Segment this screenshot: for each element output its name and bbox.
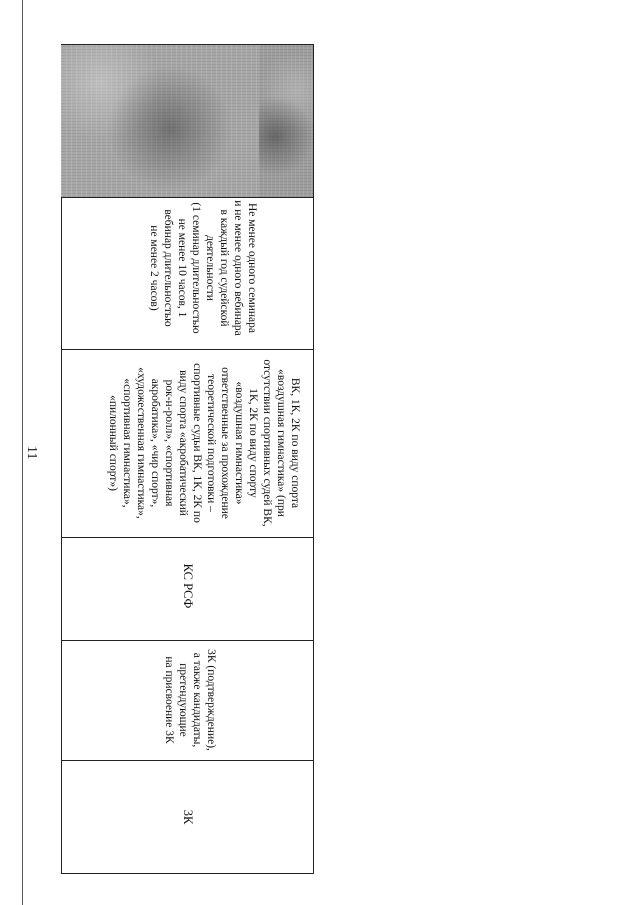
organizers-line: «художественная гимнастика», [135, 367, 147, 519]
page-left-edge [22, 0, 23, 905]
organizers-line: «пилонный спорт») [107, 395, 119, 491]
requirement-line: деятельности [204, 235, 216, 301]
scan-noise-region [61, 45, 259, 197]
category-label: 3К [181, 809, 195, 825]
applicants-line: а также кандидаты, [191, 652, 203, 748]
organizers-line: отсутствии спортивных судей ВК, [261, 359, 273, 527]
organizers-line: «воздушная гимнастика» (при [275, 369, 287, 517]
applicants-line: на присвоение 3К [163, 656, 175, 744]
organizers-line: рок-н-ролл», «спортивная [163, 379, 175, 507]
cell-requirement [147, 188, 259, 348]
organizers-line: «спортивная гимнастика», [121, 378, 133, 508]
organizers-line: спортивные судьи ВК, 1К, 2К по [191, 363, 203, 523]
requirement-line: не менее 2 часов) [148, 225, 160, 311]
scan-noise-region-edge [259, 45, 313, 197]
cell-applicants [162, 640, 218, 760]
organizers-line: ответственные за прохождение [219, 367, 231, 519]
organizers-line: виду спорта «акробатический [177, 370, 189, 516]
table-divider [61, 760, 314, 761]
organization-label: КС РСФ [181, 563, 195, 609]
organizers-line: теоретической подготовки – [205, 374, 217, 512]
page-number: 11 [24, 446, 39, 460]
organizers-line: акробатика», «чир спорт», [149, 378, 161, 508]
table-divider [61, 349, 314, 350]
organizers-line: «воздушная гимнастика» [233, 381, 245, 505]
requirement-line: Не менее одного семинара [246, 202, 258, 334]
requirement-line: в каждый год судейской [218, 209, 230, 327]
applicants-line: претендующие [177, 663, 189, 737]
requirement-line: и не менее одного вебинара [232, 200, 244, 336]
cell-category [181, 797, 195, 837]
cell-organization [181, 546, 195, 626]
organizers-line: 1К, 2К по виду спорту [247, 388, 259, 498]
requirement-line: не менее 10 часов, 1 [176, 218, 188, 318]
table-divider [61, 537, 314, 538]
requirement-line: (1 семинар длительностью [190, 202, 202, 334]
requirement-line: вебинар длительностью [162, 209, 174, 327]
cell-organizers [106, 351, 302, 535]
organizers-line: ВК, 1К, 2К по виду спорта [289, 377, 301, 509]
applicants-line: 3К (подтверждение), [205, 649, 217, 751]
